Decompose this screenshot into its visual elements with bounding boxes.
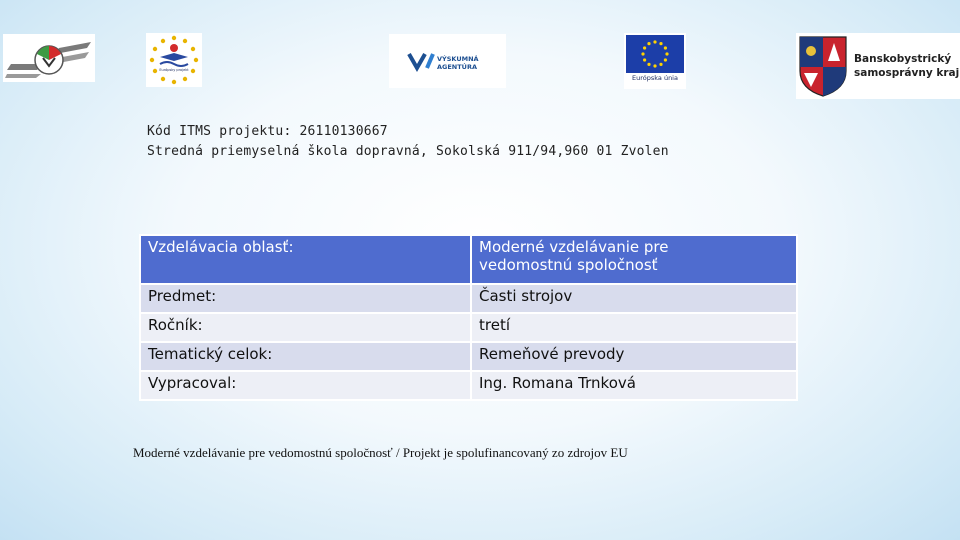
region-name-2: samosprávny kraj xyxy=(854,67,960,79)
row-value: Remeňové prevody xyxy=(471,342,797,371)
eu-project-caption: Európsky projekt xyxy=(159,68,189,72)
footer-note: Moderné vzdelávanie pre vedomostnú spoločnosť / Projekt je spolufinancovaný zo zdrojov EU xyxy=(133,445,628,460)
row-label: Vypracoval: xyxy=(140,371,471,400)
research-agency-logo xyxy=(389,34,506,88)
table-row xyxy=(140,284,797,313)
eu-caption: Európska únia xyxy=(632,74,678,82)
itms-code: Kód ITMS projektu: 26110130667 xyxy=(147,124,388,139)
row-label: Tematický celok: xyxy=(140,342,471,371)
school-emblem-icon xyxy=(3,34,95,82)
row-label: Predmet: xyxy=(140,284,471,313)
table-header-row xyxy=(140,235,797,284)
table-row xyxy=(140,371,797,400)
school-address: Stredná priemyselná škola dopravná, Sokolská 911/94,960 01 Zvolen xyxy=(147,144,669,159)
table-row xyxy=(140,313,797,342)
header-label: Vzdelávacia oblasť: xyxy=(140,235,471,284)
research-agency-name-2: AGENTÚRA xyxy=(437,63,477,71)
row-value: tretí xyxy=(471,313,797,342)
header-value xyxy=(471,235,797,284)
eu-project-logo xyxy=(146,33,202,87)
row-value: Časti strojov xyxy=(471,284,797,313)
eu-logo xyxy=(624,33,686,89)
table-row xyxy=(140,342,797,371)
header-value-line2: vedomostnú spoločnosť xyxy=(479,256,658,274)
row-value: Ing. Romana Trnková xyxy=(471,371,797,400)
region-coat-of-arms-icon xyxy=(796,33,850,99)
header-value-line1: Moderné vzdelávanie pre xyxy=(479,238,669,256)
region-logo xyxy=(796,33,960,99)
row-label: Ročník: xyxy=(140,313,471,342)
research-agency-name-1: VÝSKUMNÁ xyxy=(437,55,479,63)
eu-project-emblem-icon xyxy=(146,33,202,87)
region-name-1: Banskobystrický xyxy=(854,53,952,65)
school-logo xyxy=(3,34,95,82)
course-info-table xyxy=(139,234,798,401)
